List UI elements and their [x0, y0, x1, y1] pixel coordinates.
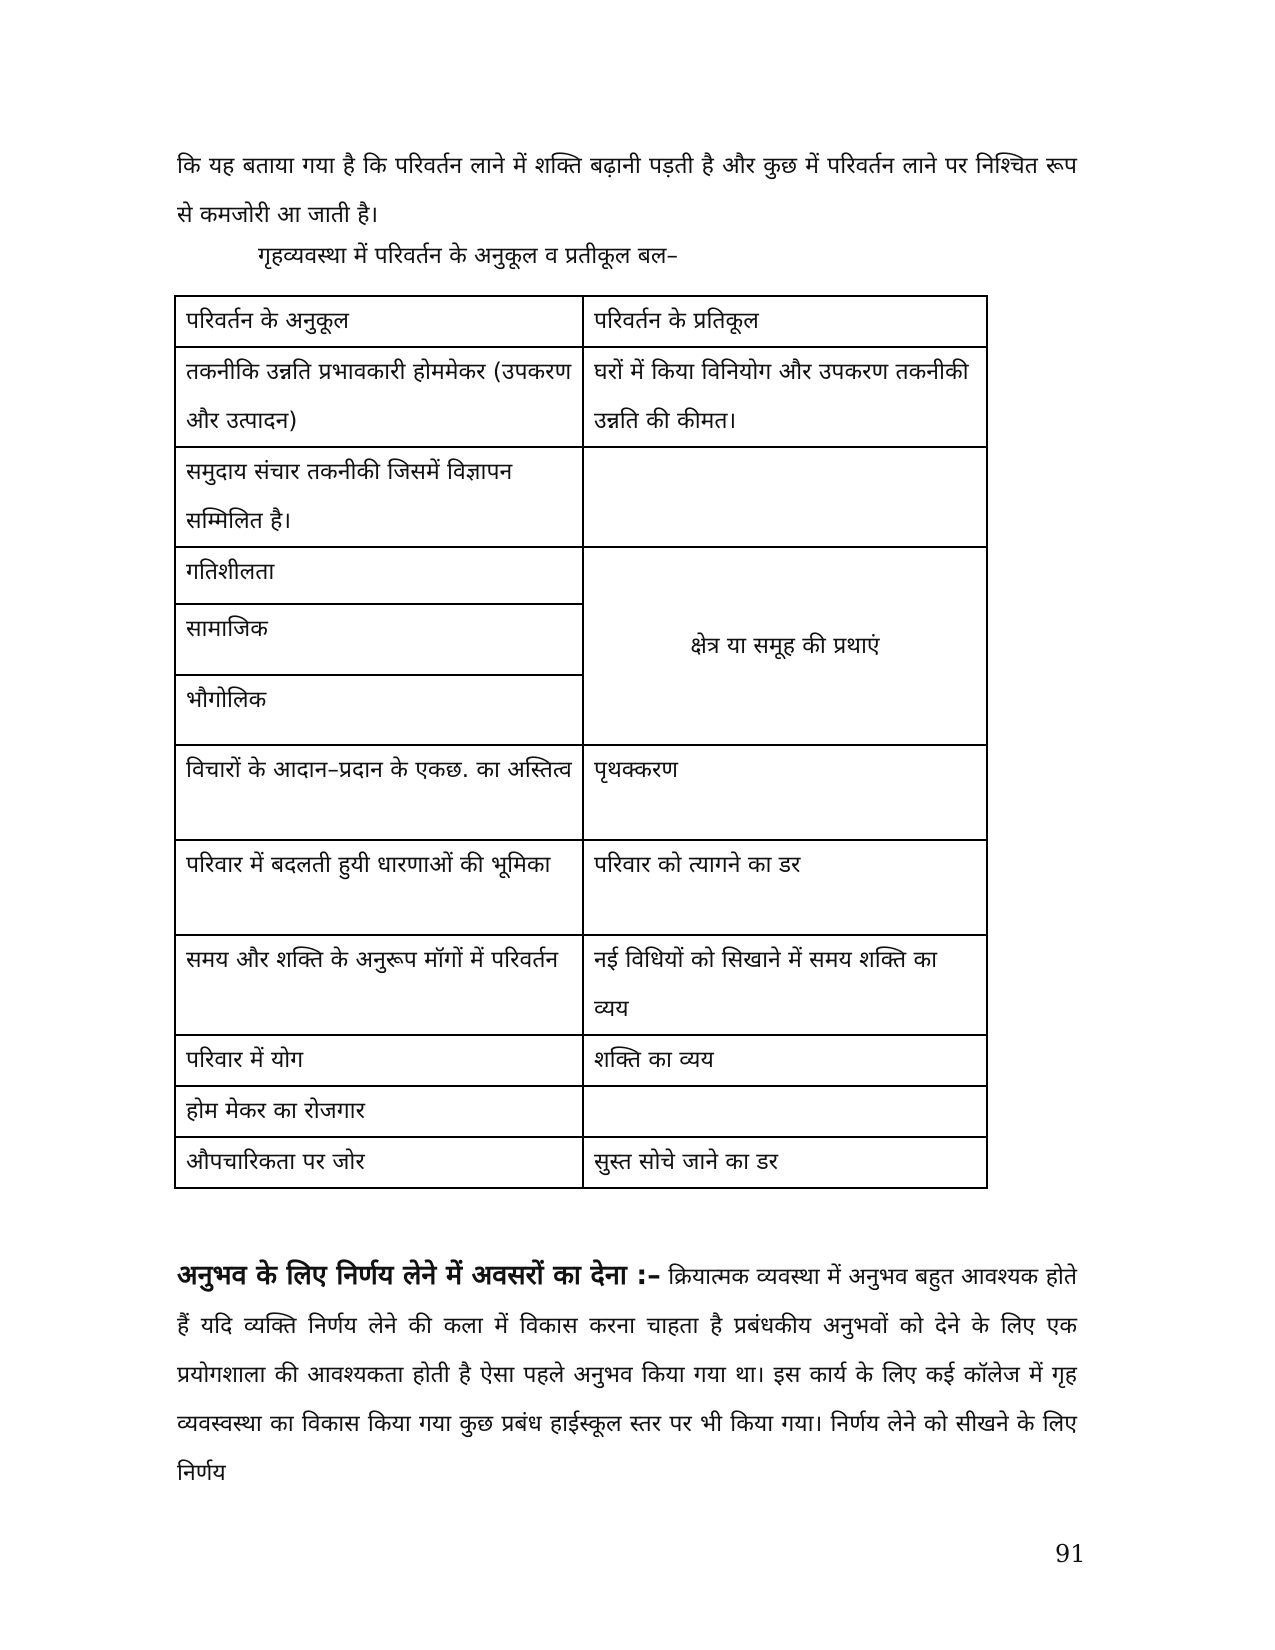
table-caption: गृहव्यवस्था में परिवर्तन के अनुकूल व प्रतीकूल बल–: [258, 243, 679, 269]
cell-unfavourable: [583, 1086, 987, 1137]
cell-favourable: परिवार में बदलती हुयी धारणाओं की भूमिका: [175, 840, 583, 935]
section-heading: अनुभव के लिए निर्णय लेने में अवसरों का देना :–: [177, 1260, 661, 1291]
intro-paragraph: कि यह बताया गया है कि परिवर्तन लाने में शक्ति बढ़ानी पड़ती है और कुछ में परिवर्तन लाने पर निश्चित रूप से कमजोरी आ जाती है।: [177, 153, 1077, 228]
cell-favourable: समय और शक्ति के अनुरूप मॉगों में परिवर्तन: [175, 935, 583, 1035]
cell-unfavourable: सुस्त सोचे जाने का डर: [583, 1137, 987, 1188]
table-row: [175, 1137, 987, 1188]
cell-favourable: परिवार में योग: [175, 1035, 583, 1086]
forces-table: [174, 295, 988, 1189]
cell-unfavourable: पृथक्करण: [583, 745, 987, 840]
table-row: [175, 347, 987, 447]
header-favourable: परिवर्तन के अनुकूल: [175, 296, 583, 347]
table-row: [175, 840, 987, 935]
table-row: [175, 547, 987, 604]
section-paragraph: [177, 1251, 1077, 1498]
section-body: क्रियात्मक व्यवस्था में अनुभव बहुत आवश्यक होते हैं यदि व्यक्ति निर्णय लेने की कला में विकास करना चाहता है प्रबंधकीय अनुभवों को देने के लिए एक प्रयोगशाला की आवश्यकता होती है ऐसा पहले अनुभव किया गया था। इस कार्य के लिए कई कॉलेज में गृह व्यवस्वस्था का विकास किया गया कुछ प्रबंध हाईस्कूल स्तर पर भी किया गया। निर्णय लेने को सीखने के लिए निर्णय: [177, 1264, 1077, 1486]
cell-favourable: होम मेकर का रोजगार: [175, 1086, 583, 1137]
cell-merged-practices: क्षेत्र या समूह की प्रथाएं: [583, 547, 987, 745]
cell-favourable: तकनीकि उन्नति प्रभावकारी होममेकर (उपकरण और उत्पादन): [175, 347, 583, 447]
table-row: [175, 1035, 987, 1086]
table-header-row: [175, 296, 987, 347]
cell-favourable: विचारों के आदान–प्रदान के एकछ. का अस्तित्व: [175, 745, 583, 840]
cell-unfavourable: नई विधियों को सिखाने में समय शक्ति का व्यय: [583, 935, 987, 1035]
cell-unfavourable: [583, 447, 987, 547]
table-row: [175, 745, 987, 840]
cell-social: सामाजिक: [175, 604, 583, 675]
cell-favourable: समुदाय संचार तकनीकी जिसमें विज्ञापन सम्मिलित है।: [175, 447, 583, 547]
page-number: 91: [1055, 1540, 1086, 1568]
table-row: [175, 447, 987, 547]
cell-geographic: भौगोलिक: [175, 675, 583, 745]
table-row: [175, 1086, 987, 1137]
cell-unfavourable: परिवार को त्यागने का डर: [583, 840, 987, 935]
cell-unfavourable: घरों में किया विनियोग और उपकरण तकनीकी उन्नति की कीमत।: [583, 347, 987, 447]
cell-unfavourable: शक्ति का व्यय: [583, 1035, 987, 1086]
cell-mobility: गतिशीलता: [175, 547, 583, 604]
table-row: [175, 935, 987, 1035]
cell-favourable: औपचारिकता पर जोर: [175, 1137, 583, 1188]
header-unfavourable: परिवर्तन के प्रतिकूल: [583, 296, 987, 347]
